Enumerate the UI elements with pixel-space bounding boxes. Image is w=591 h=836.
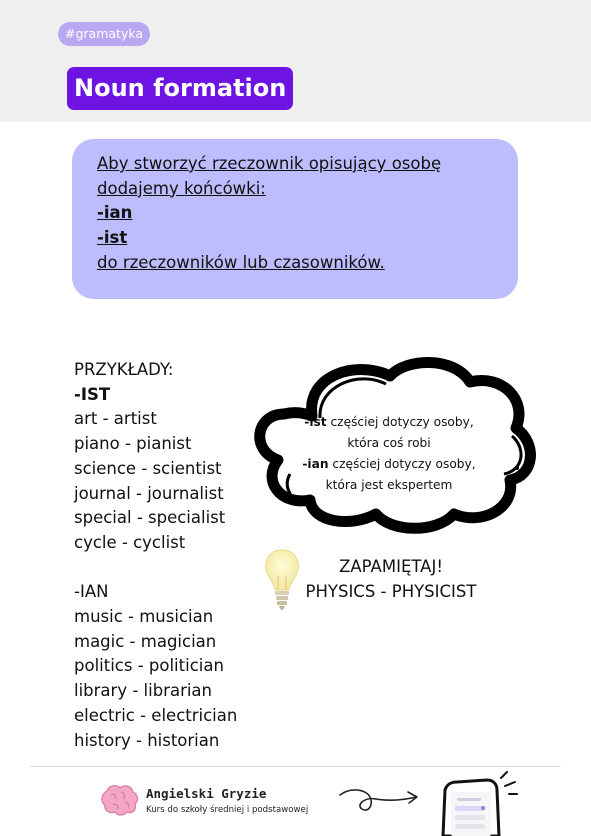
- cloud-key-ian: -ian: [302, 457, 329, 471]
- cloud-line-ist: [278, 412, 500, 433]
- phone-icon: [425, 770, 533, 836]
- ian-heading: -IAN: [74, 582, 109, 602]
- arrow-icon: [336, 783, 422, 815]
- remember-example: PHYSICS - PHYSICIST: [305, 582, 477, 601]
- brand-subtitle: Kurs do szkoły średniej i podstawowej: [146, 805, 309, 815]
- brain-icon: [99, 783, 139, 817]
- category-tag[interactable]: #gramatyka: [58, 22, 150, 46]
- footer-divider: [30, 766, 561, 767]
- info-line: dodajemy końcówki:: [97, 178, 266, 198]
- cloud-text-ist: częściej dotyczy osoby,: [326, 415, 474, 429]
- cloud-key-ist: -ist: [304, 415, 327, 429]
- cloud-line: która coś robi: [347, 436, 431, 450]
- example-item: electric - electrician: [74, 705, 238, 725]
- remember-note: [296, 554, 486, 604]
- example-item: library - librarian: [74, 681, 213, 701]
- example-item: journal - journalist: [74, 483, 224, 503]
- cloud-line: która jest ekspertem: [325, 478, 453, 492]
- example-item: music - musician: [74, 607, 214, 627]
- remember-label: ZAPAMIĘTAJ!: [339, 557, 443, 576]
- example-item: science - scientist: [74, 458, 222, 478]
- cloud-text: [278, 412, 500, 496]
- example-item: piano - pianist: [74, 434, 192, 454]
- page-title: Noun formation: [67, 67, 293, 110]
- ist-heading: -IST: [74, 384, 111, 404]
- example-item: magic - magician: [74, 631, 217, 651]
- example-item: special - specialist: [74, 508, 226, 528]
- info-text: [97, 152, 517, 276]
- info-suffix-ist: -ist: [97, 228, 128, 248]
- brand-name: Angielski Gryzie: [146, 786, 267, 801]
- cloud-line-ian: [278, 454, 500, 475]
- cloud-text-ian: częściej dotyczy osoby,: [328, 457, 476, 471]
- examples-heading: PRZYKŁADY:: [74, 360, 174, 379]
- example-item: art - artist: [74, 409, 157, 429]
- example-item: history - historian: [74, 730, 220, 750]
- example-item: cycle - cyclist: [74, 532, 186, 552]
- info-line: Aby stworzyć rzeczownik opisujący osobę: [97, 154, 442, 173]
- info-suffix-ian: -ian: [97, 203, 133, 223]
- info-line: do rzeczowników lub czasowników.: [97, 252, 385, 272]
- example-item: politics - politician: [74, 656, 224, 676]
- spacer: [74, 556, 274, 581]
